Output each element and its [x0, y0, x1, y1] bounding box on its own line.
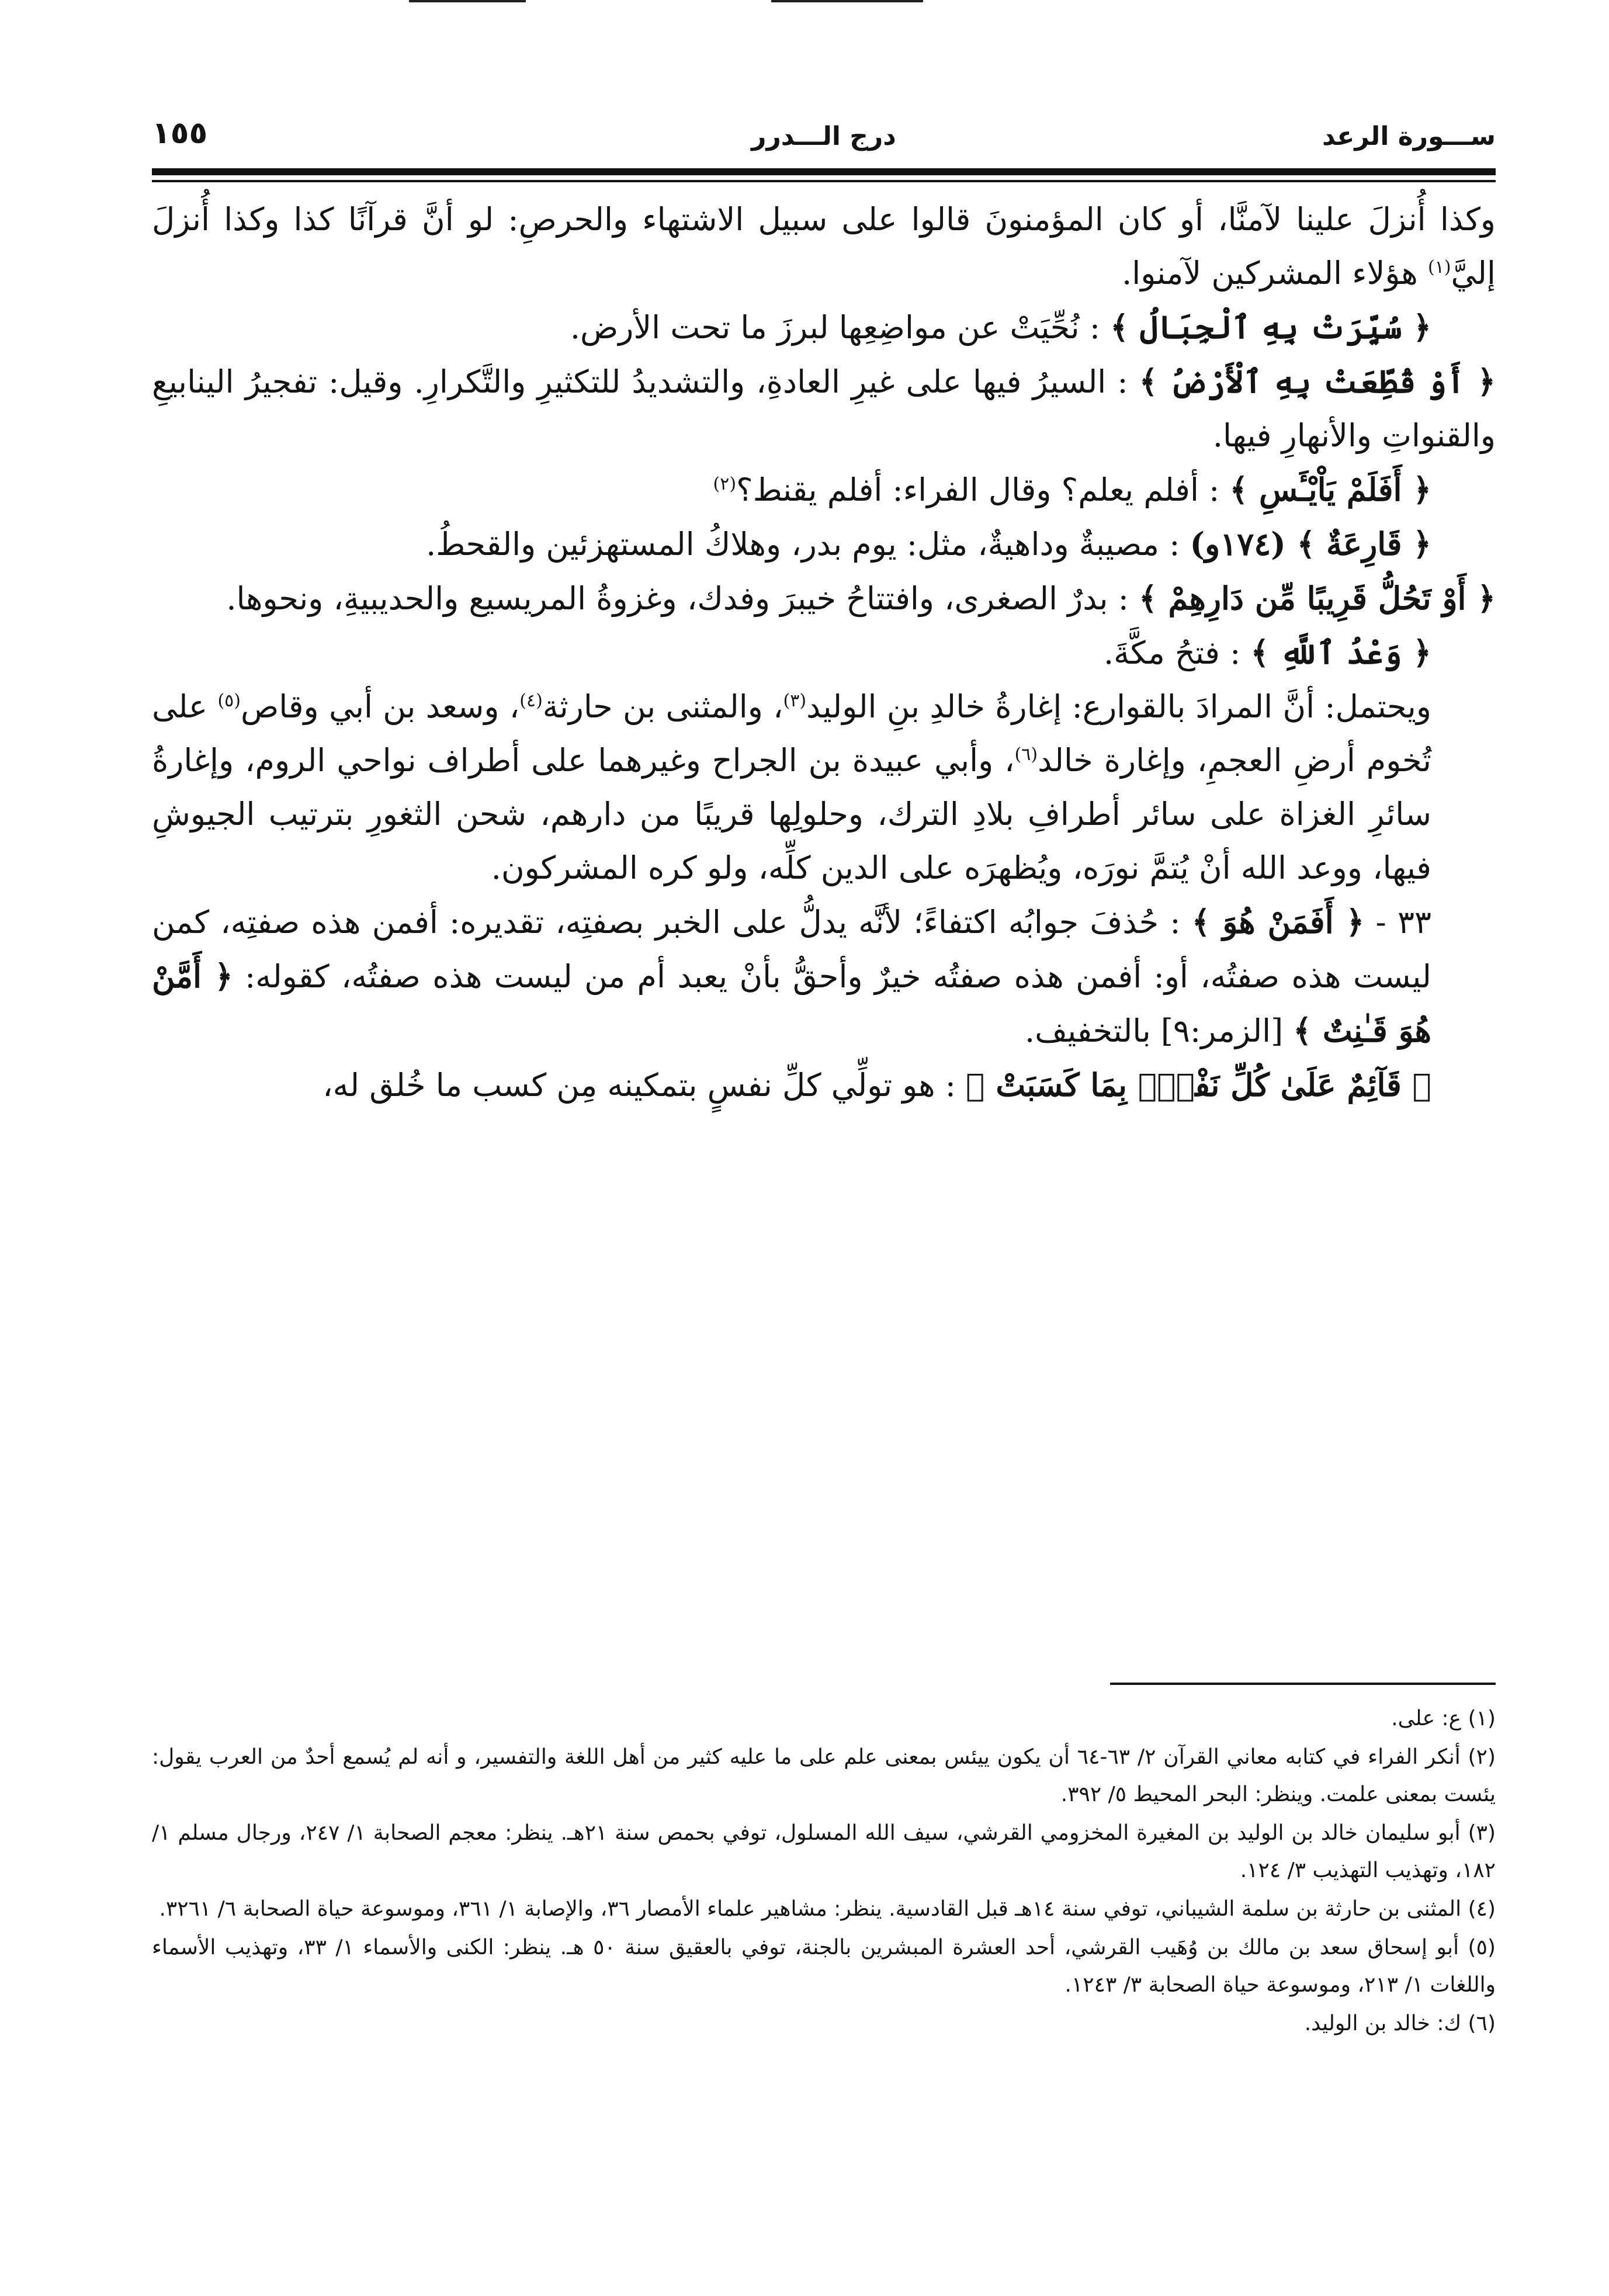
- footnotes: [152, 1683, 1496, 2044]
- text-run: ، والمثنى بن حارثة: [542, 688, 783, 725]
- footnote-5: (٥) أبو إسحاق سعد بن مالك بن وُهَيب القرشي، أحد العشرة المبشرين بالجنة، توفي بالعقيق سنة ٥٠ هـ. ينظر: الكنى والأسماء ١/ ٣٣، وتهذيب الأسماء واللغات ١/ ٢١٣، وموسوعة حياة الصحابة ٣/ ١٢٤٣.: [152, 1936, 1496, 1997]
- header-rule-thin: [152, 180, 1496, 182]
- footnote-ref[interactable]: (٣): [783, 691, 807, 711]
- quran-phrase: ﴿ أَوْ قُطِّعَتْ بِهِ ٱلْأَرْضُ ﴾: [1139, 363, 1496, 400]
- text-run: هؤلاء المشركين لآمنوا.: [1122, 255, 1428, 292]
- quran-phrase: ﴿ قَآئِمٌ عَلَىٰ كُلِّ نَفْسٍۭ بِمَا كَسَبَتْ ﴾: [966, 1066, 1431, 1104]
- text-run: وكذا أُنزلَ علينا لآمنَّا، أو كان المؤمنونَ قالوا على سبيل الاشتهاء والحرصِ: لو أنَّ قرآنًا كذا وكذا أُنزلَ إليَّ: [152, 201, 1496, 292]
- gloss-paragraph: [152, 571, 1496, 626]
- footnote-3: (٣) أبو سليمان خالد بن الوليد بن المغيرة المخزومي القرشي، سيف الله المسلول، توفي بحمص سنة ٢١هـ. ينظر: معجم الصحابة ١/ ٢٤٧، ورجال مسلم ١/ ١٨٢، وتهذيب التهذيب ٣/ ١٢٤.: [152, 1821, 1496, 1882]
- running-header: [152, 111, 1496, 164]
- quran-phrase: ﴿ أَفَمَنْ هُوَ ﴾: [1191, 903, 1365, 941]
- text-run: ويحتمل: أنَّ المرادَ بالقوارع: إغارةُ خالدِ بنِ الوليد: [806, 688, 1431, 725]
- gloss-paragraph: [152, 463, 1496, 517]
- footnote-ref[interactable]: (٢): [713, 474, 737, 494]
- main-text: [152, 193, 1496, 1112]
- quran-phrase: ﴿ قَارِعَةٌ ﴾: [1296, 525, 1431, 563]
- gloss-text: : السيرُ فيها على غيرِ العادةِ، والتشديدُ للتكثيرِ والتَّكرارِ. وقيل: تفجيرُ الينابيعِ والقنواتِ والأنهارِ فيها.: [152, 363, 1496, 454]
- page-number: ١٥٥: [152, 116, 208, 151]
- header-rule-thick: [152, 168, 1496, 175]
- footnote-1: (١) ع: على.: [1391, 1707, 1496, 1730]
- page: [152, 111, 1496, 1112]
- gloss-paragraph: [152, 300, 1496, 355]
- gloss-text: : بدرٌ الصغرى، وافتتاحُ خيبرَ وفدك، وغزوةُ المريسيع والحديبيةِ، ونحوها.: [226, 580, 1139, 617]
- quran-phrase: ﴿ وَعْدُ ٱللَّهِ ﴾: [1250, 634, 1431, 671]
- text-run: ، وسعد بن أبي وقاص: [241, 688, 520, 725]
- quran-citation: ﴿ أَمَّنْ هُوَ قَـٰنِتٌ ﴾: [152, 958, 1431, 1049]
- surah-name: ســـورة الرعد: [1322, 122, 1496, 151]
- text-run: ، وأبي عبيدة بن الجراح وغيرهما على أطراف نواحي الروم، وإغارةُ سائرِ الغزاة على سائر أطرافِ بلادِ الترك، وحلولِها قريبًا من دارهم، شحن الثغورِ بترتيب الجيوشِ فيها، ووعد الله أنْ يُتمَّ نورَه، ويُظهرَه على الدين كلِّه، ولو كره المشركون.: [152, 742, 1431, 886]
- folio-marker: (١٧٤و): [1190, 525, 1297, 563]
- scan-artifact-line: [771, 0, 923, 2]
- scan-artifact-line: [409, 0, 526, 2]
- book-title: درج الـــدرر: [751, 122, 896, 151]
- footnote-separator: [1110, 1683, 1496, 1685]
- gloss-paragraph: [152, 895, 1496, 1058]
- gloss-text: : فتحُ مكَّةَ.: [1103, 634, 1251, 671]
- text-run: على تُخوم أرضِ العجمِ، وإغارة خالد: [152, 688, 1431, 779]
- footnote-6: (٦) ك: خالد بن الوليد.: [1304, 2011, 1496, 2035]
- gloss-paragraph: [152, 626, 1496, 680]
- verse-number: ٣٣ -: [1364, 904, 1431, 941]
- footnote-2: (٢) أنكر الفراء في كتابه معاني القرآن ٢/ ٦٣-٦٤ أن يكون ييئس بمعنى علم على ما عليه كثير من أهل اللغة والتفسير، و أنه لم يُسمع أحدٌ من العرب يقول: يئست بمعنى علمت. وينظر: البحر المحيط ٥/ ٣٩٢.: [152, 1745, 1496, 1806]
- gloss-paragraph: [152, 517, 1496, 571]
- footnote-ref[interactable]: (٦): [1014, 744, 1038, 765]
- gloss-text: [الزمر:٩] بالتخفيف.: [1025, 1012, 1294, 1049]
- paragraph: [152, 193, 1496, 300]
- quran-phrase: ﴿ أَفَلَمْ يَاْيْـَٔسِ ﴾: [1229, 471, 1431, 508]
- quran-phrase: ﴿ سُيِّرَتْ بِهِ ٱلْجِبَالُ ﴾: [1110, 308, 1431, 346]
- footnote-ref[interactable]: (٥): [217, 691, 241, 711]
- paragraph: [152, 680, 1496, 895]
- footnote-ref[interactable]: (١): [1427, 257, 1451, 278]
- gloss-paragraph: [152, 355, 1496, 463]
- gloss-text: : مصيبةٌ وداهيةٌ، مثل: يوم بدر، وهلاكُ المستهزئين والقحطُ.: [426, 526, 1190, 563]
- footnote-4: (٤) المثنى بن حارثة بن سلمة الشيباني، توفي سنة ١٤هـ قبل القادسية. ينظر: مشاهير علماء الأمصار ٣٦، والإصابة ١/ ٣٦١، وموسوعة حياة الصحابة ٦/ ٣٢٦١.: [159, 1897, 1496, 1921]
- gloss-paragraph: [152, 1058, 1496, 1112]
- footnote-ref[interactable]: (٤): [519, 691, 543, 711]
- gloss-text: : أفلم يعلم؟ وقال الفراء: أفلم يقنط؟: [736, 471, 1230, 508]
- gloss-text: : نُحِّيَتْ عن مواضِعِها لبرزَ ما تحت الأرض.: [570, 309, 1111, 346]
- gloss-text: : حُذفَ جوابُه اكتفاءً؛ لأنَّه يدلُّ على الخبر بصفتِه، تقديره: أفمن هذه صفتِه، كمن ليست هذه صفتُه، أو: أفمن هذه صفتُه خيرٌ وأحقُّ بأنْ يعبد أم من ليست هذه صفتُه، كقوله:: [152, 904, 1431, 995]
- quran-phrase: ﴿ أَوْ تَحُلُّ قَرِيبًا مِّن دَارِهِمْ ﴾: [1139, 580, 1496, 617]
- gloss-text: : هو تولِّي كلِّ نفسٍ بتمكينه مِن كسب ما خُلق له،: [323, 1067, 966, 1104]
